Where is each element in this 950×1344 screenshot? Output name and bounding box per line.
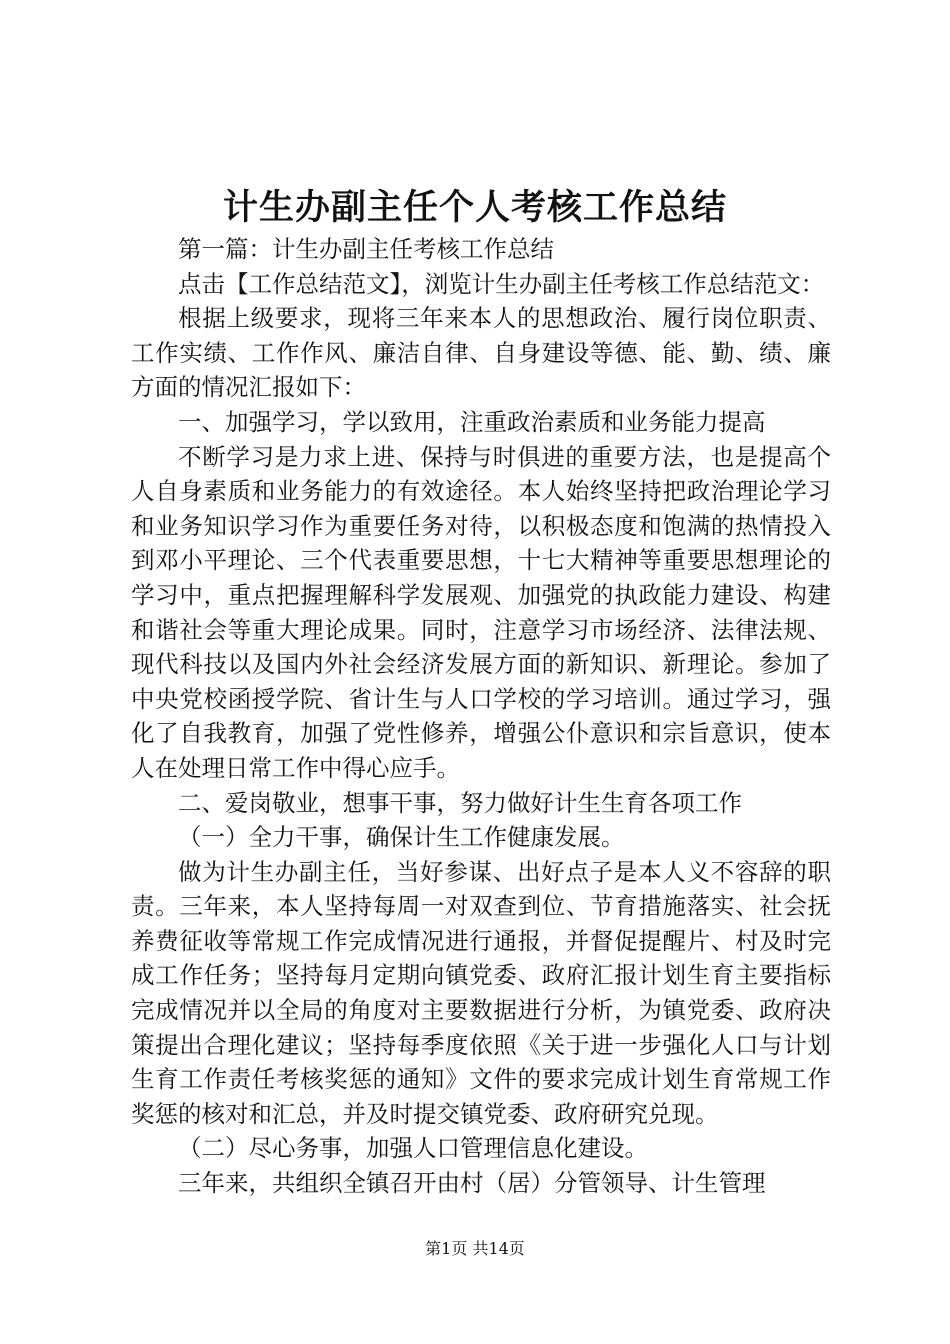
paragraph: 三年来，共组织全镇召开由村（居）分管领导、计生管理 <box>178 1169 766 1198</box>
paragraph: 不断学习是力求上进、保持与时俱进的重要方法，也是提高个人自身素质和业务能力的有效途径。本人始终坚持把政治理论学习和业务知识学习作为重要任务对待，以积极态度和饱满的热情投入到邓小平理论、三个代表重要思想，十七大精神等重要思想理论的学习中，重点把握理解科学发展观、加强党的执政能力建设、构建和谐社会等重大理论成果。同时，注意学习市场经济、法律法规、现代科技以及国内外社会经济发展方面的新知识、新理论。参加了中央党校函授学院、省计生与人口学校的学习培训。通过学习，强化了自我教育，加强了党性修养，增强公仆意识和宗旨意识，使本人在处理日常工作中得心应手。 <box>131 442 831 782</box>
paragraph: （一）全力干事，确保计生工作健康发展。 <box>178 823 625 852</box>
page-number-footer: 第1页 共14页 <box>425 1239 525 1258</box>
paragraph: 根据上级要求，现将三年来本人的思想政治、履行岗位职责、工作实绩、工作作风、廉洁自律、自身建设等德、能、勤、绩、廉方面的情况汇报如下： <box>131 304 831 402</box>
paragraph: 二、爱岗敬业，想事干事，努力做好计生生育各项工作 <box>178 788 742 817</box>
paragraph: 做为计生办副主任，当好参谋、出好点子是本人义不容辞的职责。三年来，本人坚持每周一对双查到位、节育措施落实、社会抚养费征收等常规工作完成情况进行通报，并督促提醒片、村及时完成工作任务；坚持每月定期向镇党委、政府汇报计划生育主要指标完成情况并以全局的角度对主要数据进行分析，为镇党委、政府决策提出合理化建议；坚持每季度依照《关于进一步强化人口与计划生育工作责任考核奖惩的通知》文件的要求完成计划生育常规工作奖惩的核对和汇总，并及时提交镇党委、政府研究兑现。 <box>131 857 831 1128</box>
paragraph: 一、加强学习，学以致用，注重政治素质和业务能力提高 <box>178 407 766 436</box>
paragraph: 第一篇：计生办副主任考核工作总结 <box>178 235 554 263</box>
document-title: 计生办副主任个人考核工作总结 <box>222 187 727 228</box>
document-body <box>131 232 831 1201</box>
paragraph: 点击【工作总结范文】，浏览计生办副主任考核工作总结范文： <box>178 269 825 298</box>
paragraph: （二）尽心务事，加强人口管理信息化建设。 <box>178 1134 648 1163</box>
